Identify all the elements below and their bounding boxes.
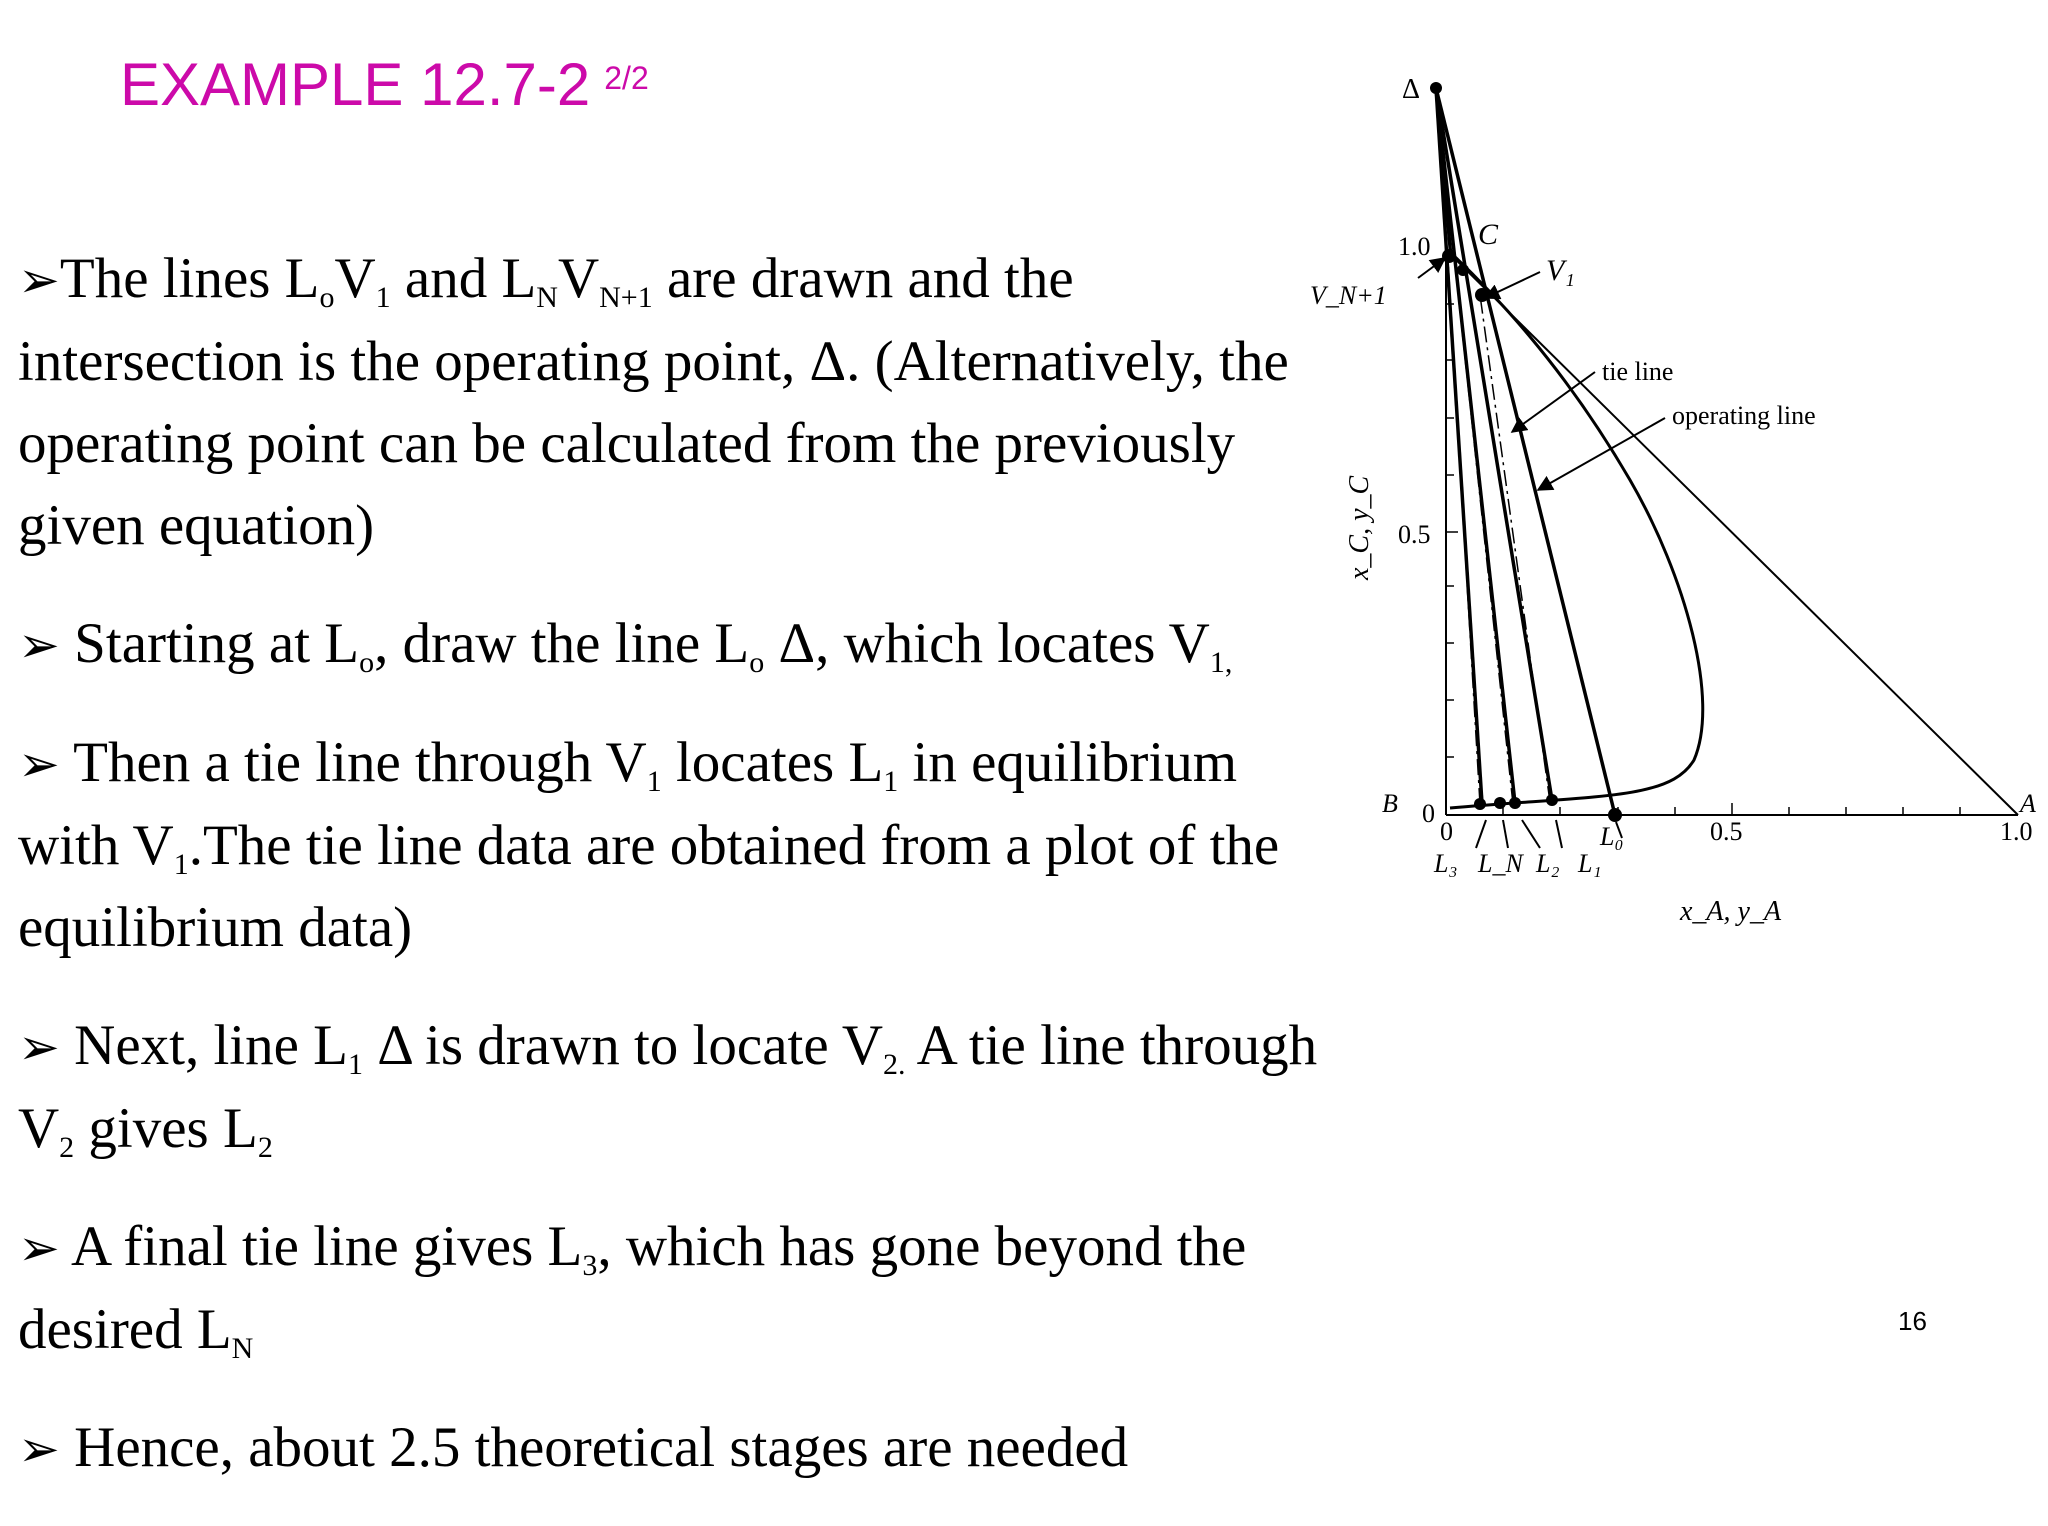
p1-text: are drawn and the intersection is the operating point, Δ. (Alternatively, the operating point can be calculated from the previously given equation) xyxy=(18,247,1289,557)
p2-text: , draw the line L xyxy=(374,612,750,675)
l0-label: L₀ xyxy=(1600,822,1624,851)
y-tick-1: 1.0 xyxy=(1398,232,1431,261)
p5-sub: N xyxy=(231,1332,254,1365)
p3-text: in equilibrium with V xyxy=(18,731,1238,877)
b-label: B xyxy=(1382,789,1398,818)
p1-text: and L xyxy=(390,247,537,310)
operating-lines xyxy=(1436,88,1615,815)
bullet-paragraph-2 xyxy=(18,603,1348,686)
p1-text: The lines L xyxy=(59,247,320,310)
p1-sub: N+1 xyxy=(599,281,653,314)
p3-sub: 1 xyxy=(173,848,189,881)
p1-text: V xyxy=(334,247,376,310)
p3-text: locates L xyxy=(661,731,884,794)
bullet-arrow-icon: ➢ xyxy=(18,735,60,793)
p5-text: A final tie line gives L xyxy=(59,1215,583,1278)
x-tick-0: 0 xyxy=(1440,817,1453,846)
bullet-arrow-icon: ➢ xyxy=(18,1018,60,1076)
bullet-arrow-icon: ➢ xyxy=(18,1219,60,1277)
p4-text: Next, line L xyxy=(59,1014,348,1077)
y-tick-0: 0 xyxy=(1422,799,1435,828)
p4-text: gives L xyxy=(74,1097,258,1160)
p2-sub: o xyxy=(359,646,375,679)
x-tick-1: 1.0 xyxy=(2000,817,2033,846)
diagram-labels xyxy=(1310,74,2036,927)
hypotenuse-line xyxy=(1446,250,2018,815)
p2-sub: o xyxy=(749,646,765,679)
p3-text: .The tie line data are obtained from a plot of the equilibrium data) xyxy=(18,814,1280,959)
l2-label: L₂ xyxy=(1536,849,1560,878)
p4-sub: 2 xyxy=(257,1131,273,1164)
p4-text: Δ is drawn to locate V xyxy=(363,1014,884,1077)
p3-sub: 1 xyxy=(646,765,662,798)
operating-line-label: operating line xyxy=(1672,401,1816,430)
equilibrium-curve xyxy=(1450,252,1703,808)
slide-title xyxy=(120,50,649,119)
c-label: C xyxy=(1478,218,1499,251)
bullet-paragraph-5 xyxy=(18,1206,1348,1371)
p5-sub: 3 xyxy=(582,1249,598,1282)
p2-text: Starting at L xyxy=(59,612,360,675)
x-tick-05: 0.5 xyxy=(1710,817,1743,846)
p3-text: Then a tie line through V xyxy=(59,731,647,794)
p1-sub: 1 xyxy=(375,281,391,314)
axes xyxy=(1446,240,2018,815)
p4-sub: 2 xyxy=(59,1131,75,1164)
x-axis-ticks xyxy=(1503,803,1960,815)
p2-sub: 1, xyxy=(1209,646,1233,679)
body-text xyxy=(18,238,1348,1526)
y-tick-05: 0.5 xyxy=(1398,520,1431,549)
y-axis-label: x_C, y_C xyxy=(1344,475,1375,580)
title-superscript: 2/2 xyxy=(604,60,649,96)
p4-sub: 1 xyxy=(348,1048,363,1081)
tie-line-label: tie line xyxy=(1602,357,1674,386)
l3-label: L₃ xyxy=(1434,849,1458,878)
a-label: A xyxy=(2020,789,2036,818)
p1-sub: o xyxy=(319,281,335,314)
p3-sub: 1 xyxy=(883,765,899,798)
v1-label: V₁ xyxy=(1546,254,1575,287)
bullet-paragraph-4 xyxy=(18,1005,1348,1170)
bullet-arrow-icon: ➢ xyxy=(18,1420,60,1478)
bullet-paragraph-1 xyxy=(18,238,1348,567)
p4-sub: 2. xyxy=(883,1048,906,1081)
bullet-arrow-icon: ➢ xyxy=(18,616,60,674)
title-text: EXAMPLE 12.7-2 xyxy=(120,51,591,118)
y-axis-ticks xyxy=(1446,304,1458,757)
p1-text: V xyxy=(557,247,600,310)
p1-sub: N xyxy=(536,281,558,314)
p5-text: , which has gone beyond the desired L xyxy=(18,1215,1247,1361)
p2-text: Δ, which locates V xyxy=(764,612,1210,675)
ln-label: L_N xyxy=(1478,849,1523,878)
page-number: 16 xyxy=(1898,1306,1927,1336)
bullet-paragraph-6 xyxy=(18,1407,1348,1490)
p4-text: A tie line through V xyxy=(18,1014,1318,1160)
x-axis-label: x_A, y_A xyxy=(1680,896,1782,927)
bullet-arrow-icon: ➢ xyxy=(18,251,60,309)
ternary-diagram xyxy=(1300,60,2048,960)
bullet-paragraph-3 xyxy=(18,722,1348,969)
delta-label: Δ xyxy=(1402,74,1421,105)
leader-arrows xyxy=(1418,258,1665,848)
vn1-label: V_N+1 xyxy=(1310,281,1387,310)
p6-text: Hence, about 2.5 theoretical stages are needed xyxy=(59,1416,1129,1479)
l1-label: L₁ xyxy=(1578,849,1602,878)
